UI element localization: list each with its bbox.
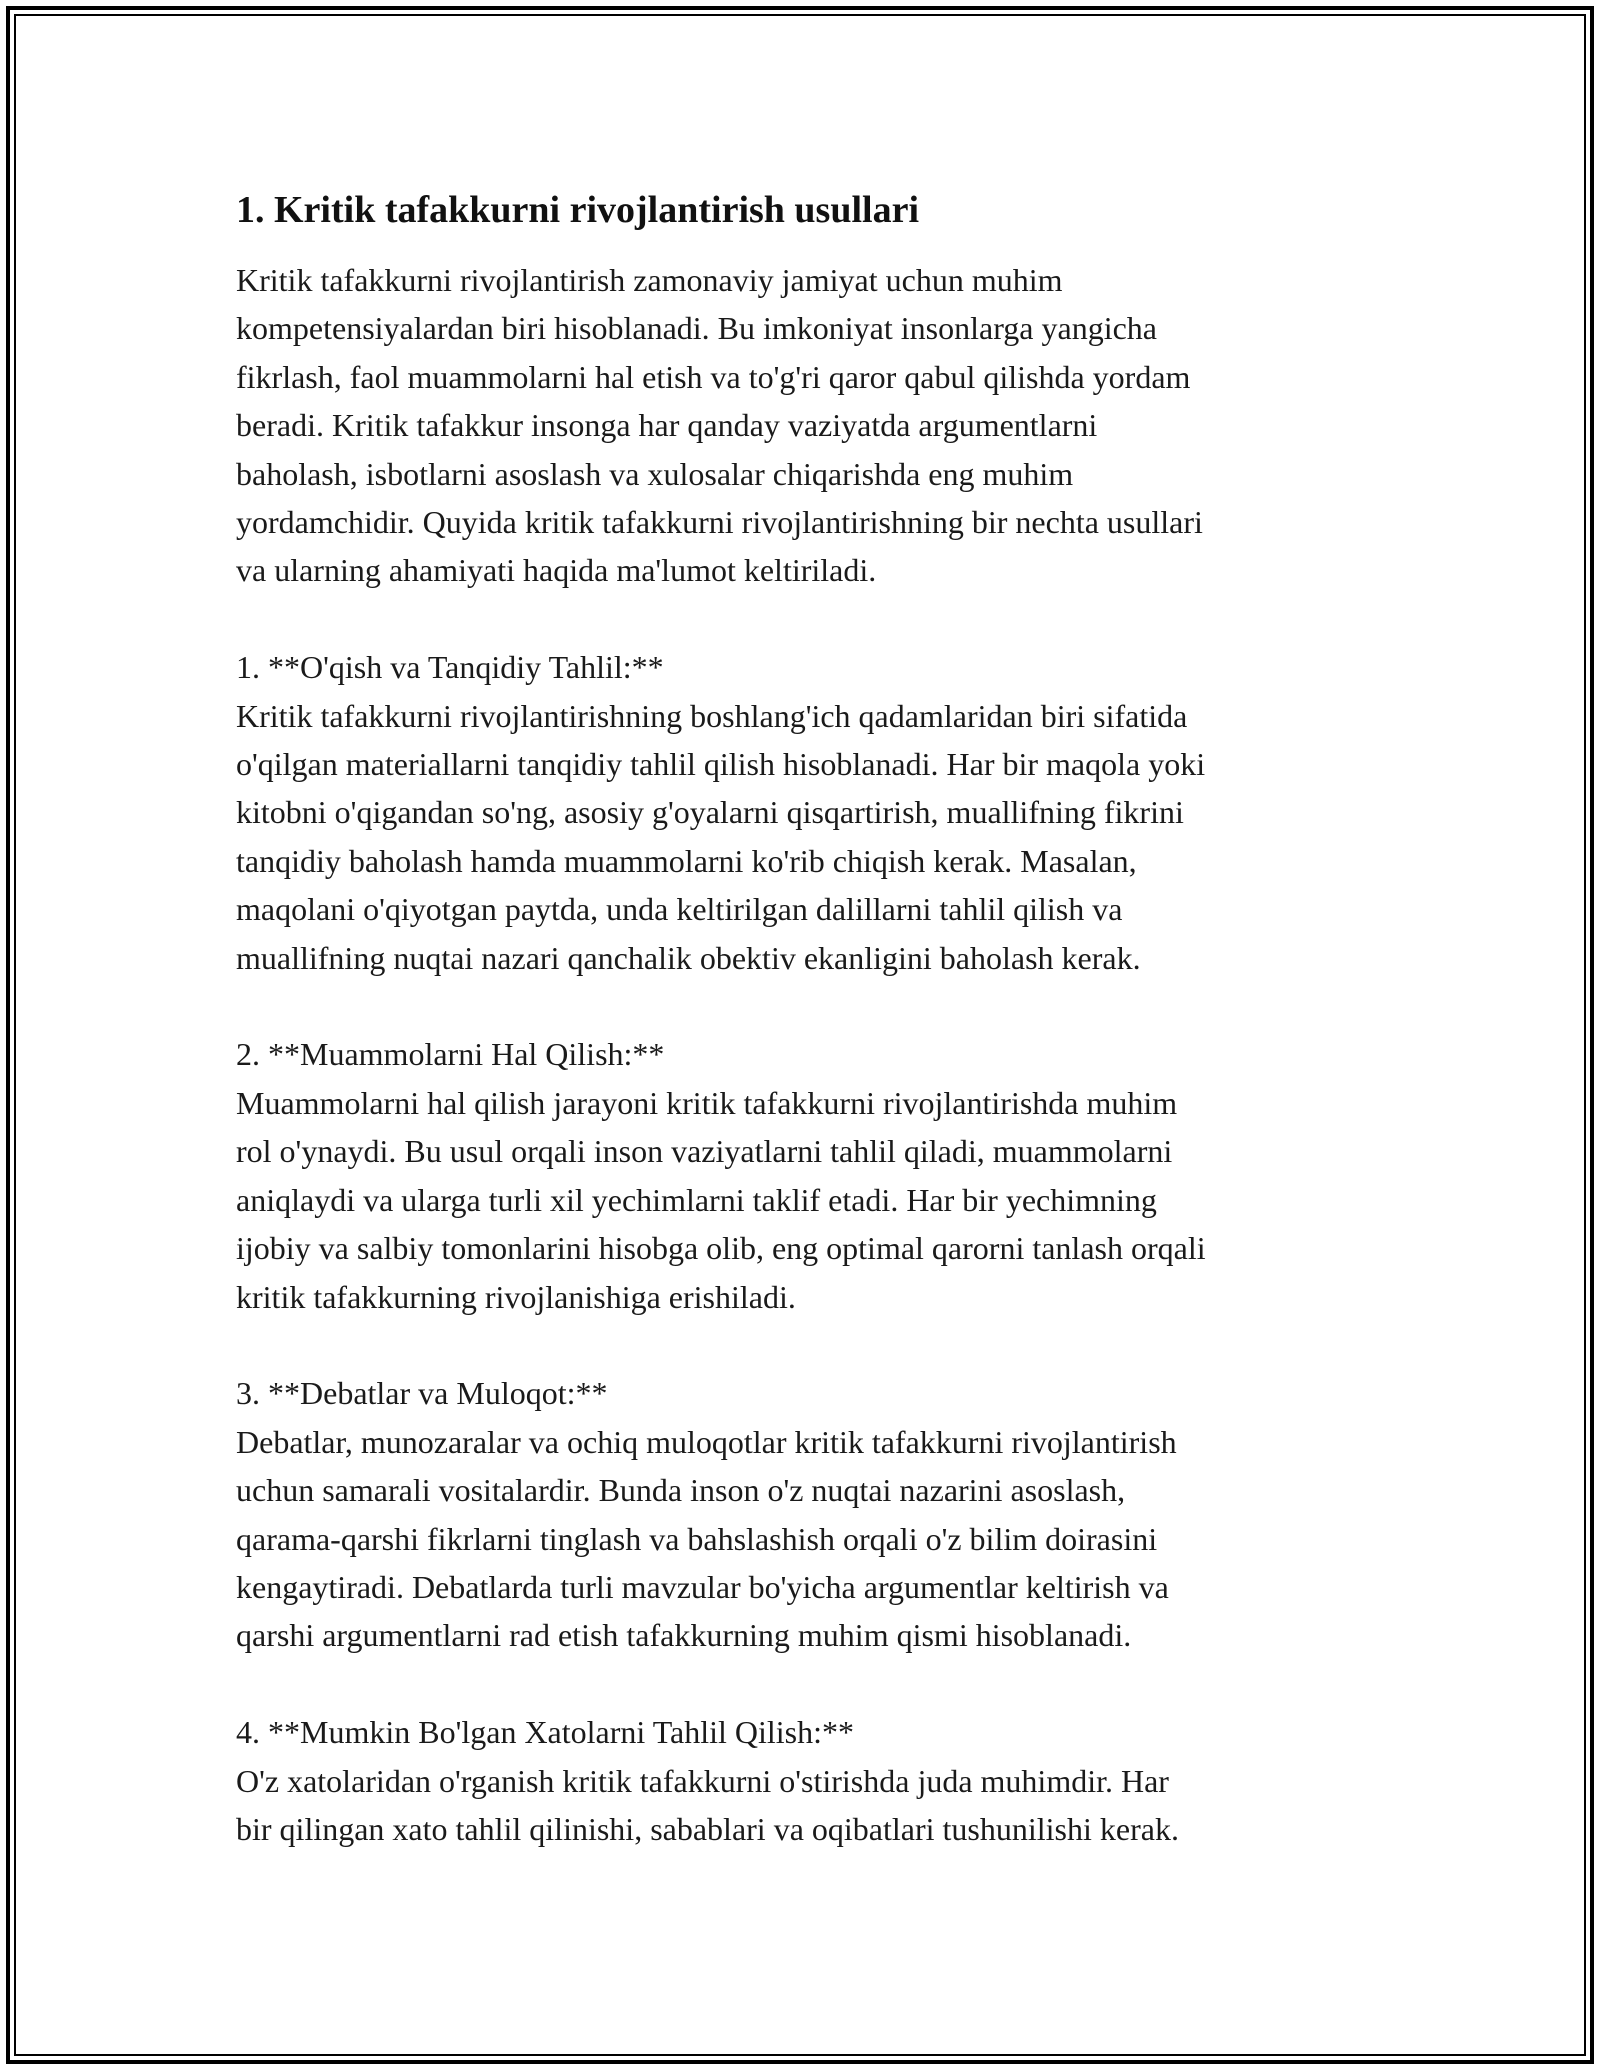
paragraph-spacer — [236, 1321, 1366, 1369]
section-problem-solving: 2. **Muammolarni Hal Qilish:** Muammolarni hal qilish jarayoni kritik tafakkurni rivojlantirishda muhim rol o'ynaydi. Bu usul orqali inson vaziyatlarni tahlil qiladi, muammolarni aniqlaydi va ularga turli xil yechimlarni taklif etadi. Har bir yechimning ijobiy va salbiy tomonlarini hisobga olib, eng optimal qarorni tanlash orqali kritik tafakkurning rivojlanishiga erishiladi. — [236, 1036, 1206, 1315]
document-body — [236, 186, 1366, 1853]
intro-paragraph: Kritik tafakkurni rivojlantirish zamonaviy jamiyat uchun muhim kompetensiyalardan biri hisoblanadi. Bu imkoniyat insonlarga yangicha fikrlash, faol muammolarni hal etish va to'g'ri qaror qabul qilishda yordam beradi. Kritik tafakkur insonga har qanday vaziyatda argumentlarni baholash, isbotlarni asoslash va xulosalar chiqarishda eng muhim yordamchidir. Quyida kritik tafakkurni rivojlantirishning bir nechta usullari va ularning ahamiyati haqida ma'lumot keltiriladi. — [236, 262, 1203, 589]
paragraph-spacer — [236, 982, 1366, 1030]
section-reading-analysis: 1. **O'qish va Tanqidiy Tahlil:** Kritik tafakkurni rivojlantirishning boshlang'ich qadamlaridan biri sifatida o'qilgan materiallarni tanqidiy tahlil qilish hisoblanadi. Har bir maqola yoki kitobni o'qigandan so'ng, asosiy g'oyalarni qisqartirish, muallifning fikrini tanqidiy baholash hamda muammolarni ko'rib chiqish kerak. Masalan, maqolani o'qiyotgan paytda, unda keltirilgan dalillarni tahlil qilish va muallifning nuqtai nazari qanchalik obektiv ekanligini baholash kerak. — [236, 649, 1206, 976]
paragraph-spacer — [236, 1660, 1366, 1708]
paragraph-spacer — [236, 595, 1366, 643]
section-debates-dialogue: 3. **Debatlar va Muloqot:** Debatlar, munozaralar va ochiq muloqotlar kritik tafakkurni rivojlantirish uchun samarali vositalardir. Bunda inson o'z nuqtai nazarini asoslash, qarama-qarshi fikrlarni tinglash va bahslashish orqali o'z bilim doirasini kengaytiradi. Debatlarda turli mavzular bo'yicha argumentlar keltirish va qarshi argumentlarni rad etish tafakkurning muhim qismi hisoblanadi. — [236, 1375, 1177, 1654]
document-title: 1. Kritik tafakkurni rivojlantirish usullari — [236, 189, 920, 231]
section-error-analysis: 4. **Mumkin Bo'lgan Xatolarni Tahlil Qilish:** O'z xatolaridan o'rganish kritik tafakkurni o'stirishda juda muhimdir. Har bir qilingan xato tahlil qilinishi, sabablari va oqibatlari tushunilishi kerak. — [236, 1714, 1179, 1847]
